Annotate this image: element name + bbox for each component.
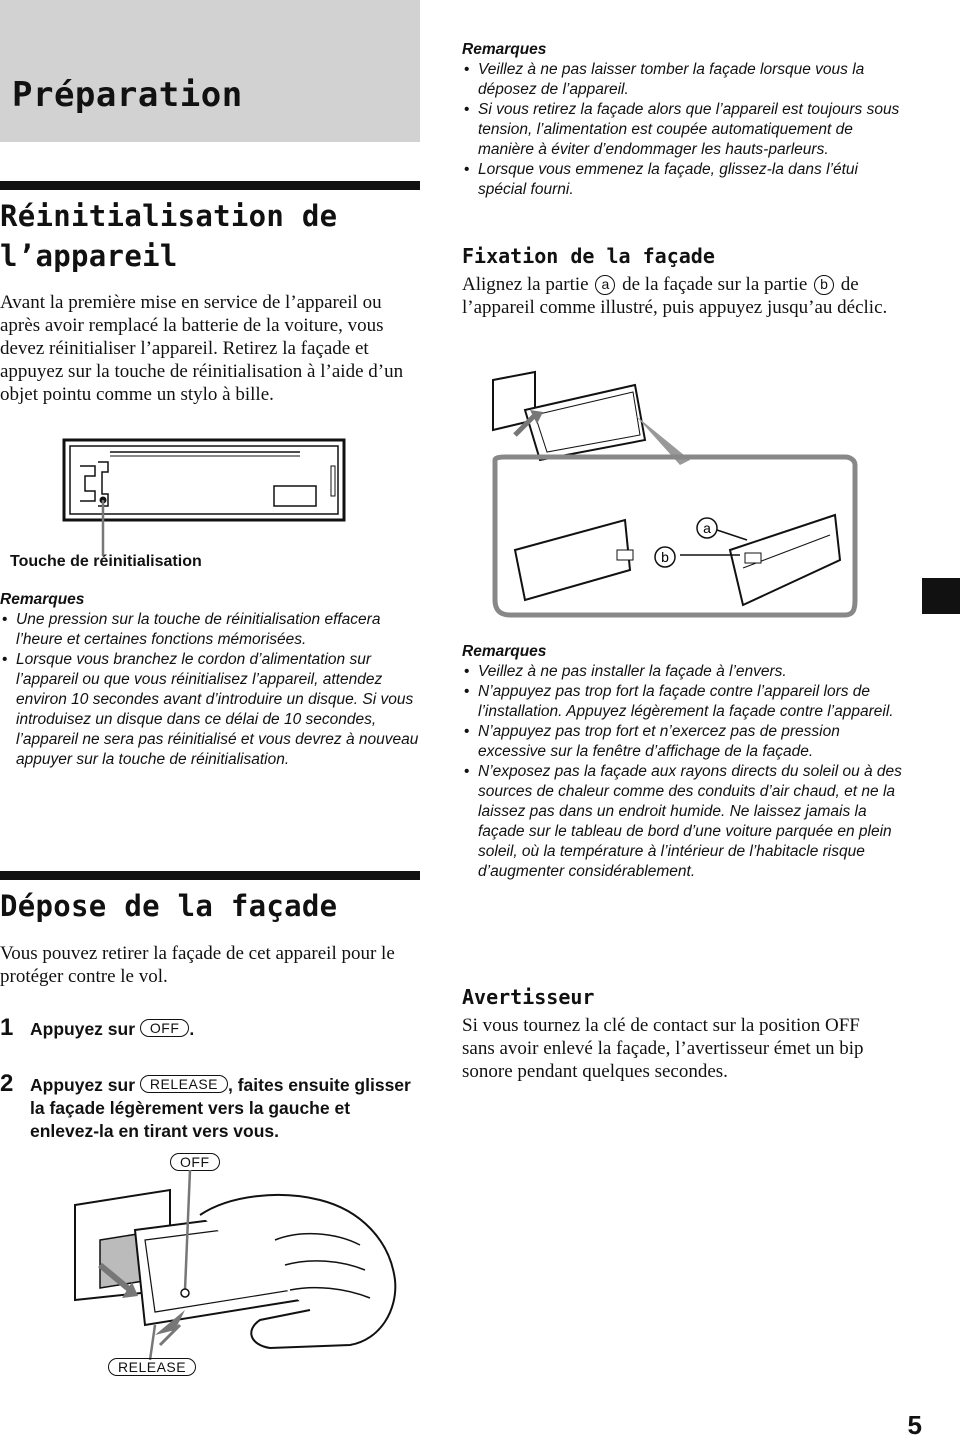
fixation-title: Fixation de la façade	[462, 244, 715, 268]
fixation-note-item: • N’exposez pas la façade aux rayons directs du soleil ou à des sources de chaleur comme des conduits d’air chaud, et ne la laissez pas dans un endroit humide. Ne laissez jamais la façade sur le tableau de bord d’une voiture parquée en plein soleil, où la température à l’intérieur de l’habitacle risque d’augmenter considérablement.	[462, 762, 902, 882]
step-number: 2	[0, 1070, 14, 1097]
fixation-note-item: • N’appuyez pas trop fort la façade contre l’appareil lors de l’installation. Appuyez légèrement la façade contre l’appareil.	[462, 682, 902, 722]
page-number: 5	[907, 1410, 922, 1440]
removal-notes	[462, 40, 902, 200]
reset-note-item: • Lorsque vous branchez le cordon d’alimentation sur l’appareil ou que vous réinitialisez l’appareil, attendez environ 10 secondes avant d’introduire un disque. Si vous introduisez un disque dans ce délai de 10 secondes, l’appareil ne sera pas réinitialisé et vous devrez à nouveau appuyer sur la touche de réinitialisation.	[0, 650, 420, 770]
fixation-note-item: • N’appuyez pas trop fort et n’exercez pas de pression excessive sur la fenêtre d’affichage de la façade.	[462, 722, 902, 762]
fig-label-b: b	[661, 549, 669, 565]
figure-off-label: OFF	[170, 1153, 220, 1171]
removal-body: Vous pouvez retirer la façade de cet appareil pour le protéger contre le vol.	[0, 943, 395, 987]
removal-notes-title: Remarques	[462, 41, 547, 58]
reset-notes	[0, 590, 420, 770]
reset-figure	[60, 436, 350, 536]
fixation-body: Alignez la partie a de la façade sur la partie b de l’appareil comme illustré, puis appuyez jusqu’au déclic.	[462, 274, 888, 318]
fig-label-a: a	[703, 520, 711, 536]
reset-notes-list	[0, 610, 420, 770]
removal-note-item: • Veillez à ne pas laisser tomber la façade lorsque vous la déposez de l’appareil.	[462, 60, 902, 100]
fixation-notes	[462, 642, 902, 882]
reset-body: Avant la première mise en service de l’appareil ou après avoir remplacé la batterie de la voiture, vous devez réinitialiser l’appareil. Retirez la façade et appuyez sur la touche de réinitialisation à l’aide d’un objet pointu comme un stylo à bille.	[0, 292, 404, 405]
marker-a: a	[595, 275, 615, 295]
fixation-figure	[485, 360, 865, 630]
chapter-title: Préparation	[12, 75, 243, 115]
alarm-body: Si vous tournez la clé de contact sur la position OFF sans avoir enlevé la façade, l’avertisseur émet un bip sonore pendant quelques secondes.	[462, 1015, 864, 1082]
reset-note-item: • Une pression sur la touche de réinitialisation effacera l’heure et certaines fonctions mémorisées.	[0, 610, 420, 650]
figure-release-label: RELEASE	[108, 1358, 196, 1376]
step-number: 1	[0, 1014, 14, 1041]
alarm-title: Avertisseur	[462, 985, 595, 1009]
removal-note-item: • Si vous retirez la façade alors que l’appareil est toujours sous tension, l’alimentation est coupée automatiquement de manière à éviter d’endommager les hauts-parleurs.	[462, 100, 902, 160]
off-button-label: OFF	[140, 1019, 190, 1037]
removal-note-item: • Lorsque vous emmenez la façade, glissez-la dans l’étui spécial fourni.	[462, 160, 902, 200]
reset-notes-title: Remarques	[0, 591, 85, 608]
reset-title: Réinitialisation de l’appareil	[0, 199, 338, 273]
release-button-label: RELEASE	[140, 1075, 228, 1093]
section-rule	[0, 181, 420, 190]
section-rule	[0, 871, 420, 880]
removal-figure	[60, 1170, 410, 1360]
fixation-note-item: • Veillez à ne pas installer la façade à l’envers.	[462, 662, 902, 682]
fixation-notes-title: Remarques	[462, 643, 547, 660]
step-1: 1 Appuyez sur OFF .	[0, 1014, 195, 1041]
chapter-band	[0, 0, 420, 142]
reset-figure-caption: Touche de réinitialisation	[10, 553, 202, 570]
step-2: 2 Appuyez sur RELEASE , faites ensuite glisser la façade légèrement vers la gauche et enlevez-la en tirant vers vous.	[0, 1070, 411, 1141]
side-tab-marker	[922, 578, 960, 614]
removal-title: Dépose de la façade	[0, 889, 338, 923]
marker-b: b	[814, 275, 834, 295]
